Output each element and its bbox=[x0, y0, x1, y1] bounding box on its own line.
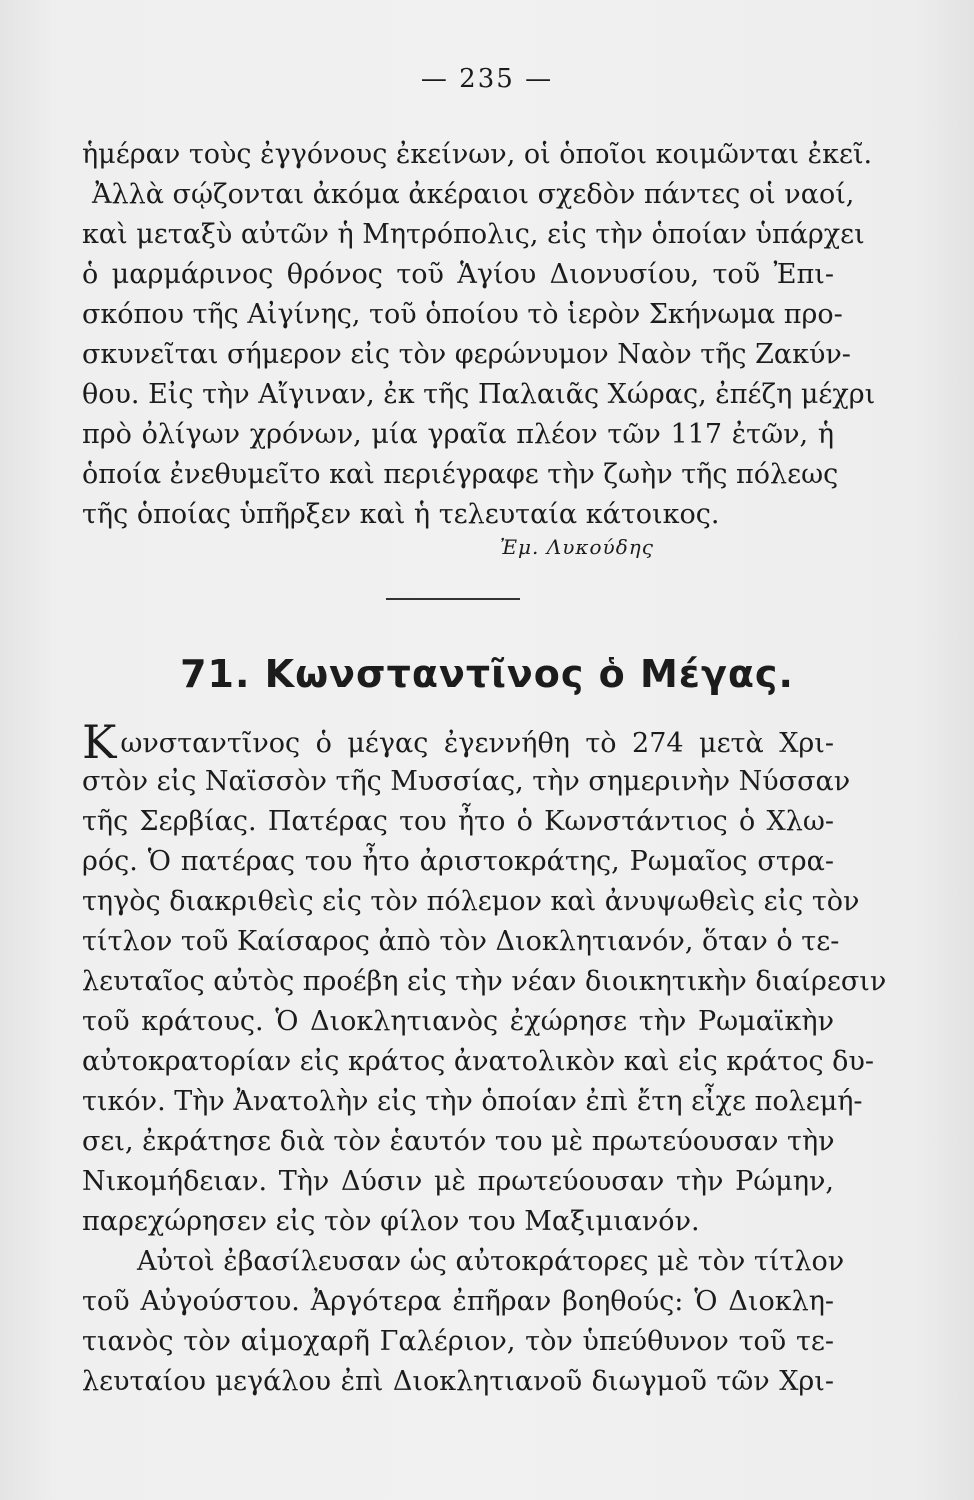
text-line: αὐτοκρατορίαν εἰς κράτος ἀνατολικὸν καὶ εἰς κράτος δυ- bbox=[82, 1046, 874, 1077]
section1-text bbox=[82, 135, 876, 535]
text-line: τοῦ Αὐγούστου. Ἀργότερα ἐπῆραν βοηθούς: Ὁ Διοκλη- bbox=[82, 1286, 834, 1317]
text-line: Νικομήδειαν. Τὴν Δύσιν μὲ πρωτεύουσαν τὴν Ρώμην, bbox=[82, 1166, 834, 1197]
author-signature: Ἐμ. Λυκούδης bbox=[500, 535, 654, 559]
text-line: τιανὸς τὸν αἱμοχαρῆ Γαλέριον, τὸν ὑπεύθυνον τοῦ τε- bbox=[82, 1326, 834, 1357]
text-line: τηγὸς διακριθεὶς εἰς τὸν πόλεμον καὶ ἀνυψωθεὶς εἰς τὸν bbox=[82, 886, 860, 917]
text-line: ὁποία ἐνεθυμεῖτο καὶ περιέγραφε τὴν ζωὴν τῆς πόλεως bbox=[82, 459, 839, 490]
text-line: σκόπου τῆς Αἰγίνης, τοῦ ὁποίου τὸ ἱερὸν Σκήνωμα προ- bbox=[82, 299, 843, 330]
text-line: Ἀλλὰ σῴζονται ἀκόμα ἀκέραιοι σχεδὸν πάντες οἱ ναοί, bbox=[92, 179, 855, 210]
section-divider bbox=[386, 598, 520, 600]
text-line: ρός. Ὁ πατέρας του ἦτο ἀριστοκράτης, Ρωμαῖος στρα- bbox=[82, 846, 834, 877]
text-line: τῆς Σερβίας. Πατέρας του ἦτο ὁ Κωνστάντιος ὁ Χλω- bbox=[82, 806, 834, 837]
page-number: — 235 — bbox=[420, 64, 554, 94]
text-line: λευταίου μεγάλου ἐπὶ Διοκλητιανοῦ διωγμοῦ τῶν Χρι- bbox=[82, 1366, 834, 1397]
text-line: σει, ἐκράτησε διὰ τὸν ἑαυτόν του μὲ πρωτεύουσαν τὴν bbox=[82, 1126, 835, 1157]
text-line: στὸν εἰς Ναϊσσὸν τῆς Μυσσίας, τὴν σημερινὴν Νύσσαν bbox=[82, 766, 851, 797]
text-line: ἡμέραν τοὺς ἐγγόνους ἐκείνων, οἱ ὁποῖοι κοιμῶνται ἐκεῖ. bbox=[82, 139, 873, 170]
text-line: Αὐτοὶ ἐβασίλευσαν ὡς αὐτοκράτορες μὲ τὸν τίτλον bbox=[137, 1246, 845, 1277]
first-line-text: ωνσταντῖνος ὁ μέγας ἐγεννήθη τὸ 274 μετὰ Χρι- bbox=[120, 728, 834, 759]
chapter-heading: 71. Κωνσταντῖνος ὁ Μέγας. bbox=[180, 652, 794, 696]
text-line: καὶ μεταξὺ αὐτῶν ἡ Μητρόπολις, εἰς τὴν ὁποίαν ὑπάρχει bbox=[82, 219, 865, 250]
text-line: λευταῖος αὐτὸς προέβη εἰς τὴν νέαν διοικητικὴν διαίρεσιν bbox=[82, 966, 887, 997]
drop-cap: Κ bbox=[82, 715, 117, 769]
text-line: ὁ μαρμάρινος θρόνος τοῦ Ἁγίου Διονυσίου, τοῦ Ἐπι- bbox=[82, 259, 834, 290]
text-line-first bbox=[82, 715, 834, 769]
text-line: τῆς ὁποίας ὑπῆρξεν καὶ ἡ τελευταία κάτοικος. bbox=[82, 499, 720, 530]
text-line: σκυνεῖται σήμερον εἰς τὸν φερώνυμον Ναὸν τῆς Ζακύν- bbox=[82, 339, 851, 370]
text-line: τικόν. Τὴν Ἀνατολὴν εἰς τὴν ὁποίαν ἐπὶ ἔτη εἶχε πολεμή- bbox=[82, 1086, 863, 1117]
text-line: παρεχώρησεν εἰς τὸν φίλον του Μαξιμιανόν. bbox=[82, 1206, 700, 1237]
text-line: πρὸ ὀλίγων χρόνων, μία γραῖα πλέον τῶν 117 ἐτῶν, ἡ bbox=[82, 419, 834, 450]
text-line: θου. Εἰς τὴν Αἴγιναν, ἐκ τῆς Παλαιᾶς Χώρας, ἐπέζη μέχρι bbox=[82, 379, 876, 410]
text-line: τίτλον τοῦ Καίσαρος ἀπὸ τὸν Διοκλητιανόν, ὅταν ὁ τε- bbox=[82, 926, 840, 957]
text-line: τοῦ κράτους. Ὁ Διοκλητιανὸς ἐχώρησε τὴν Ρωμαϊκὴν bbox=[82, 1006, 834, 1037]
section2-text bbox=[82, 715, 887, 1402]
